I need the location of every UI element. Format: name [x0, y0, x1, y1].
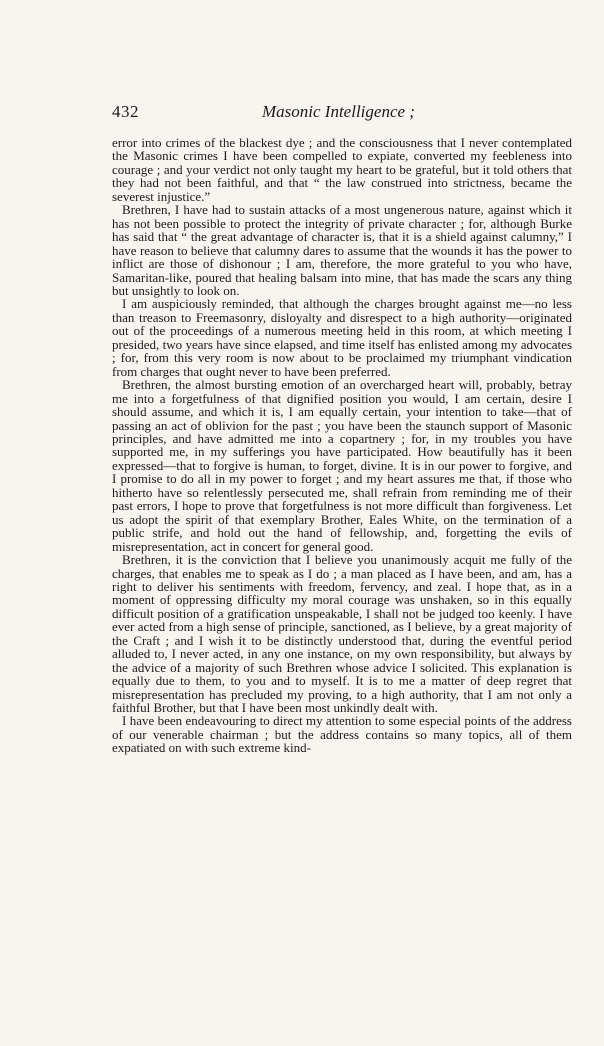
running-title: Masonic Intelligence ;	[262, 102, 415, 121]
paragraph-2: Brethren, I have had to sustain attacks of a most ungenerous nature, against which it has not been possible to protect the integrity of private character ; for, although Burke has said that “ the great advantage of character is, that it is a shield against calumny,” I have reason to believe that calumny dares to assume that the wounds it has the power to inflict are those of dishonour ; I am, therefore, the more grateful to you who have, Samaritan-like, poured that healing balsam into mine, that has made the scars any thing but unsightly to look on.	[112, 202, 572, 298]
page-header	[112, 98, 572, 124]
paragraph-1: error into crimes of the blackest dye ; and the consciousness that I never contemplated the Masonic crimes I have been compelled to expiate, converted my feebleness into courage ; and your verdict not only taught my heart to be grateful, but it told others that they had not been faithful, and that “ the law construed into strictness, became the severest injustice.”	[112, 135, 572, 204]
paragraph-4: Brethren, the almost bursting emotion of an overcharged heart will, probably, betray me into a forgetfulness of that dignified position you would, I am certain, desire I should assume, and which it is, I am equally certain, your intention to take—that of passing an act of oblivion for the past ; you have been the staunch support of Masonic principles, and have admitted me into a copartnery ; for, in my troubles you have supported me, in my sufferings you have participated. How beautifully has it been expressed—that to forgive is human, to forget, divine. It is in our power to forgive, and I promise to do all in my power to forget ; and my heart assures me that, if those who hitherto have so relentlessly persecuted me, shall refrain from reminding me of their past errors, I hope to prove that forgetfulness is not more difficult than forgiveness. Let us adopt the spirit of that exemplary Brother, Eales White, on the termination of a public strife, and hold out the hand of fellowship, and, forgetting the evils of misrepresentation, act in concert for general good.	[112, 377, 572, 554]
paragraph-6: I have been endeavouring to direct my attention to some especial points of the address of our venerable chairman ; but the address contains so many topics, all of them expatiated on with such extreme kind-	[112, 713, 572, 756]
paragraph-5: Brethren, it is the conviction that I believe you unanimously acquit me fully of the charges, that enables me to speak as I do ; a man placed as I have been, and am, has a right to deliver his sentiments with freedom, fervency, and zeal. I hope that, as in a moment of oppressing difficulty my moral courage was unshaken, so in this equally difficult position of a gratification unspeakable, I shall not be judged too keenly. I have ever acted from a high sense of principle, sanctioned, as I believe, by a great majority of the Craft ; and I wish it to be distinctly understood that, during the eventful period alluded to, I never acted, in any one instance, on my own responsibility, but always by the advice of a majority of such Brethren whose advice I solicited. This explanation is equally due to them, to you and to myself. It is to me a matter of deep regret that misrepresentation has precluded my proving, to a high authority, that I am not only a faithful Brother, but that I have been most unkindly dealt with.	[112, 552, 572, 716]
page-number: 432	[112, 102, 139, 121]
body-text	[112, 136, 572, 755]
paragraph-3: I am auspiciously reminded, that although the charges brought against me—no less than treason to Freemasonry, disloyalty and disrespect to a high authority—originated out of the proceedings of a numerous meeting held in this room, at which meeting I presided, two years have since elapsed, and time itself has enlisted among my advocates ; for, from this very room is now about to be proclaimed my triumphant vindication from charges that ought never to have been preferred.	[112, 296, 572, 379]
